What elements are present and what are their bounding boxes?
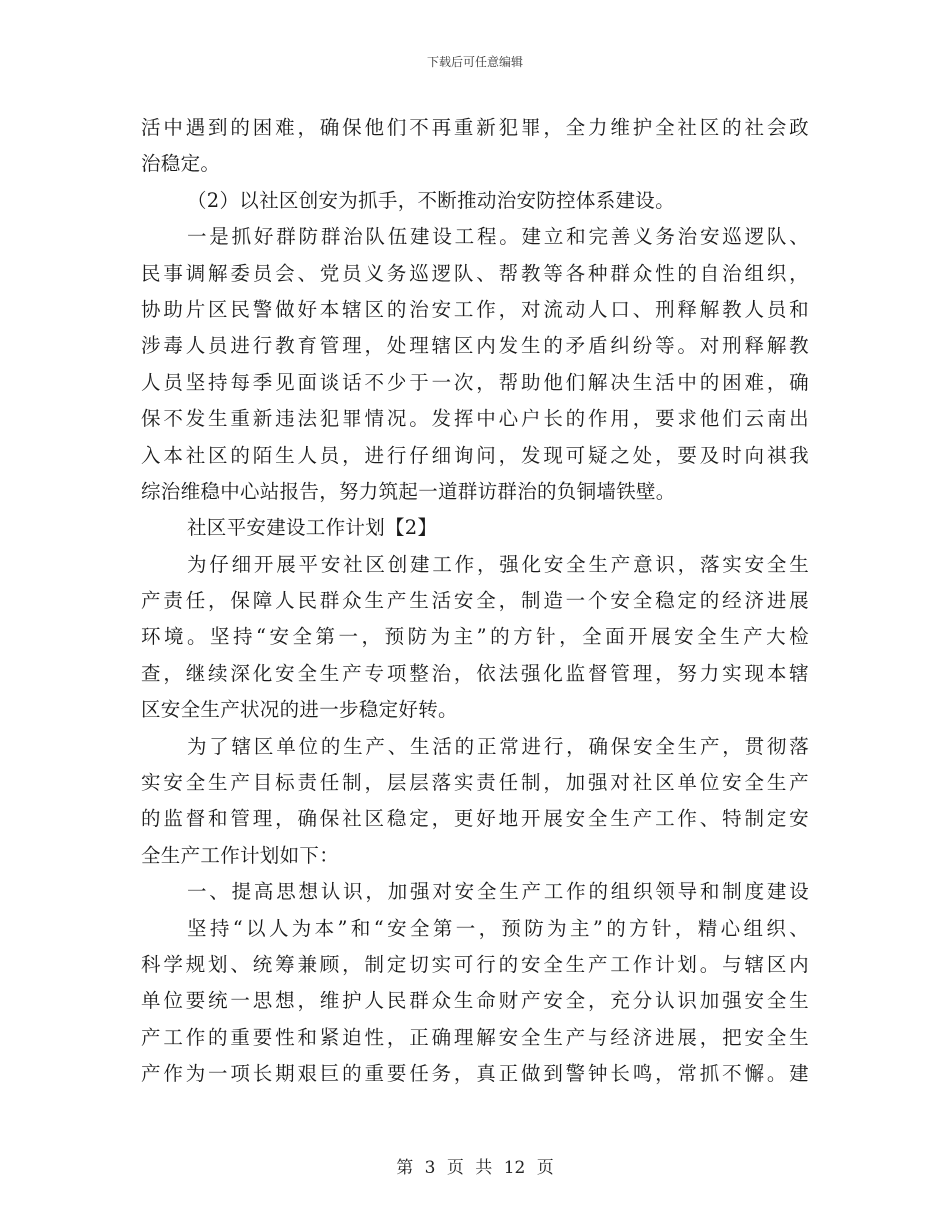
text-line: 治稳定。	[141, 152, 221, 176]
text-line: 协助片区民警做好本辖区的治安工作，对流动人口、刑释解教人员和	[141, 297, 809, 321]
text-line: 产工作的重要性和紧迫性，正确理解安全生产与经济进展，把安全生	[141, 1025, 809, 1049]
text-line: 一、提高思想认识，加强对安全生产工作的组织领导和制度建设	[187, 880, 809, 904]
text-line: 区安全生产状况的进一步稳定好转。	[141, 698, 458, 722]
text-line: 民事调解委员会、党员义务巡逻队、帮教等各种群众性的自治组织，	[141, 261, 809, 285]
text-line: 保不发生重新违法犯罪情况。发挥中心户长的作用，要求他们云南出	[141, 407, 809, 431]
document-body	[141, 110, 809, 1093]
text-line: 实安全生产目标责任制，层层落实责任制，加强对社区单位安全生产	[141, 771, 809, 795]
text-line: 为仔细开展平安社区创建工作，强化安全生产意识，落实安全生	[187, 552, 809, 576]
text-line: 涉毒人员进行教育管理，处理辖区内发生的矛盾纠纷等。对刑释解教	[141, 334, 809, 358]
text-line: 活中遇到的困难，确保他们不再重新犯罪，全力维护全社区的社会政	[141, 116, 809, 139]
text-line: 坚持“以人为本”和“安全第一，预防为主”的方针，精心组织、	[187, 916, 809, 940]
page-header-note: 下载后可任意编辑	[426, 55, 523, 69]
text-line: 全生产工作计划如下：	[141, 843, 340, 867]
text-line: 人员坚持每季见面谈话不少于一次，帮助他们解决生活中的困难，确	[141, 370, 809, 394]
text-line: 入本社区的陌生人员，进行仔细询问，发现可疑之处，要及时向祺我	[141, 443, 809, 467]
text-line: 一是抓好群防群治队伍建设工程。建立和完善义务治安巡逻队、	[187, 225, 809, 249]
text-line: 产责任，保障人民群众生产生活安全，制造一个安全稳定的经济进展	[141, 589, 809, 613]
page-footer: 第 3 页 共 12 页	[396, 1158, 554, 1178]
text-line: 环境。坚持“安全第一，预防为主”的方针，全面开展安全生产大检	[141, 625, 809, 649]
text-line: （2）以社区创安为抓手，不断推动治安防控体系建设。	[187, 188, 675, 212]
text-line: 综治维稳中心站报告，努力筑起一道群访群治的负铜墙铁壁。	[141, 479, 676, 503]
text-line: 科学规划、统筹兼顾，制定切实可行的安全生产工作计划。与辖区内	[141, 952, 809, 976]
text-line: 社区平安建设工作计划【2】	[187, 516, 438, 540]
text-line: 的监督和管理，确保社区稳定，更好地开展安全生产工作、特制定安	[141, 807, 809, 831]
text-line: 查，继续深化安全生产专项整治，依法强化监督管理，努力实现本辖	[141, 661, 809, 685]
text-line: 产作为一项长期艰巨的重要任务，真正做到警钟长鸣，常抓不懈。建	[141, 1062, 809, 1086]
text-line: 单位要统一思想，维护人民群众生命财产安全，充分认识加强安全生	[141, 989, 809, 1013]
text-line: 为了辖区单位的生产、生活的正常进行，确保安全生产，贯彻落	[187, 734, 809, 758]
